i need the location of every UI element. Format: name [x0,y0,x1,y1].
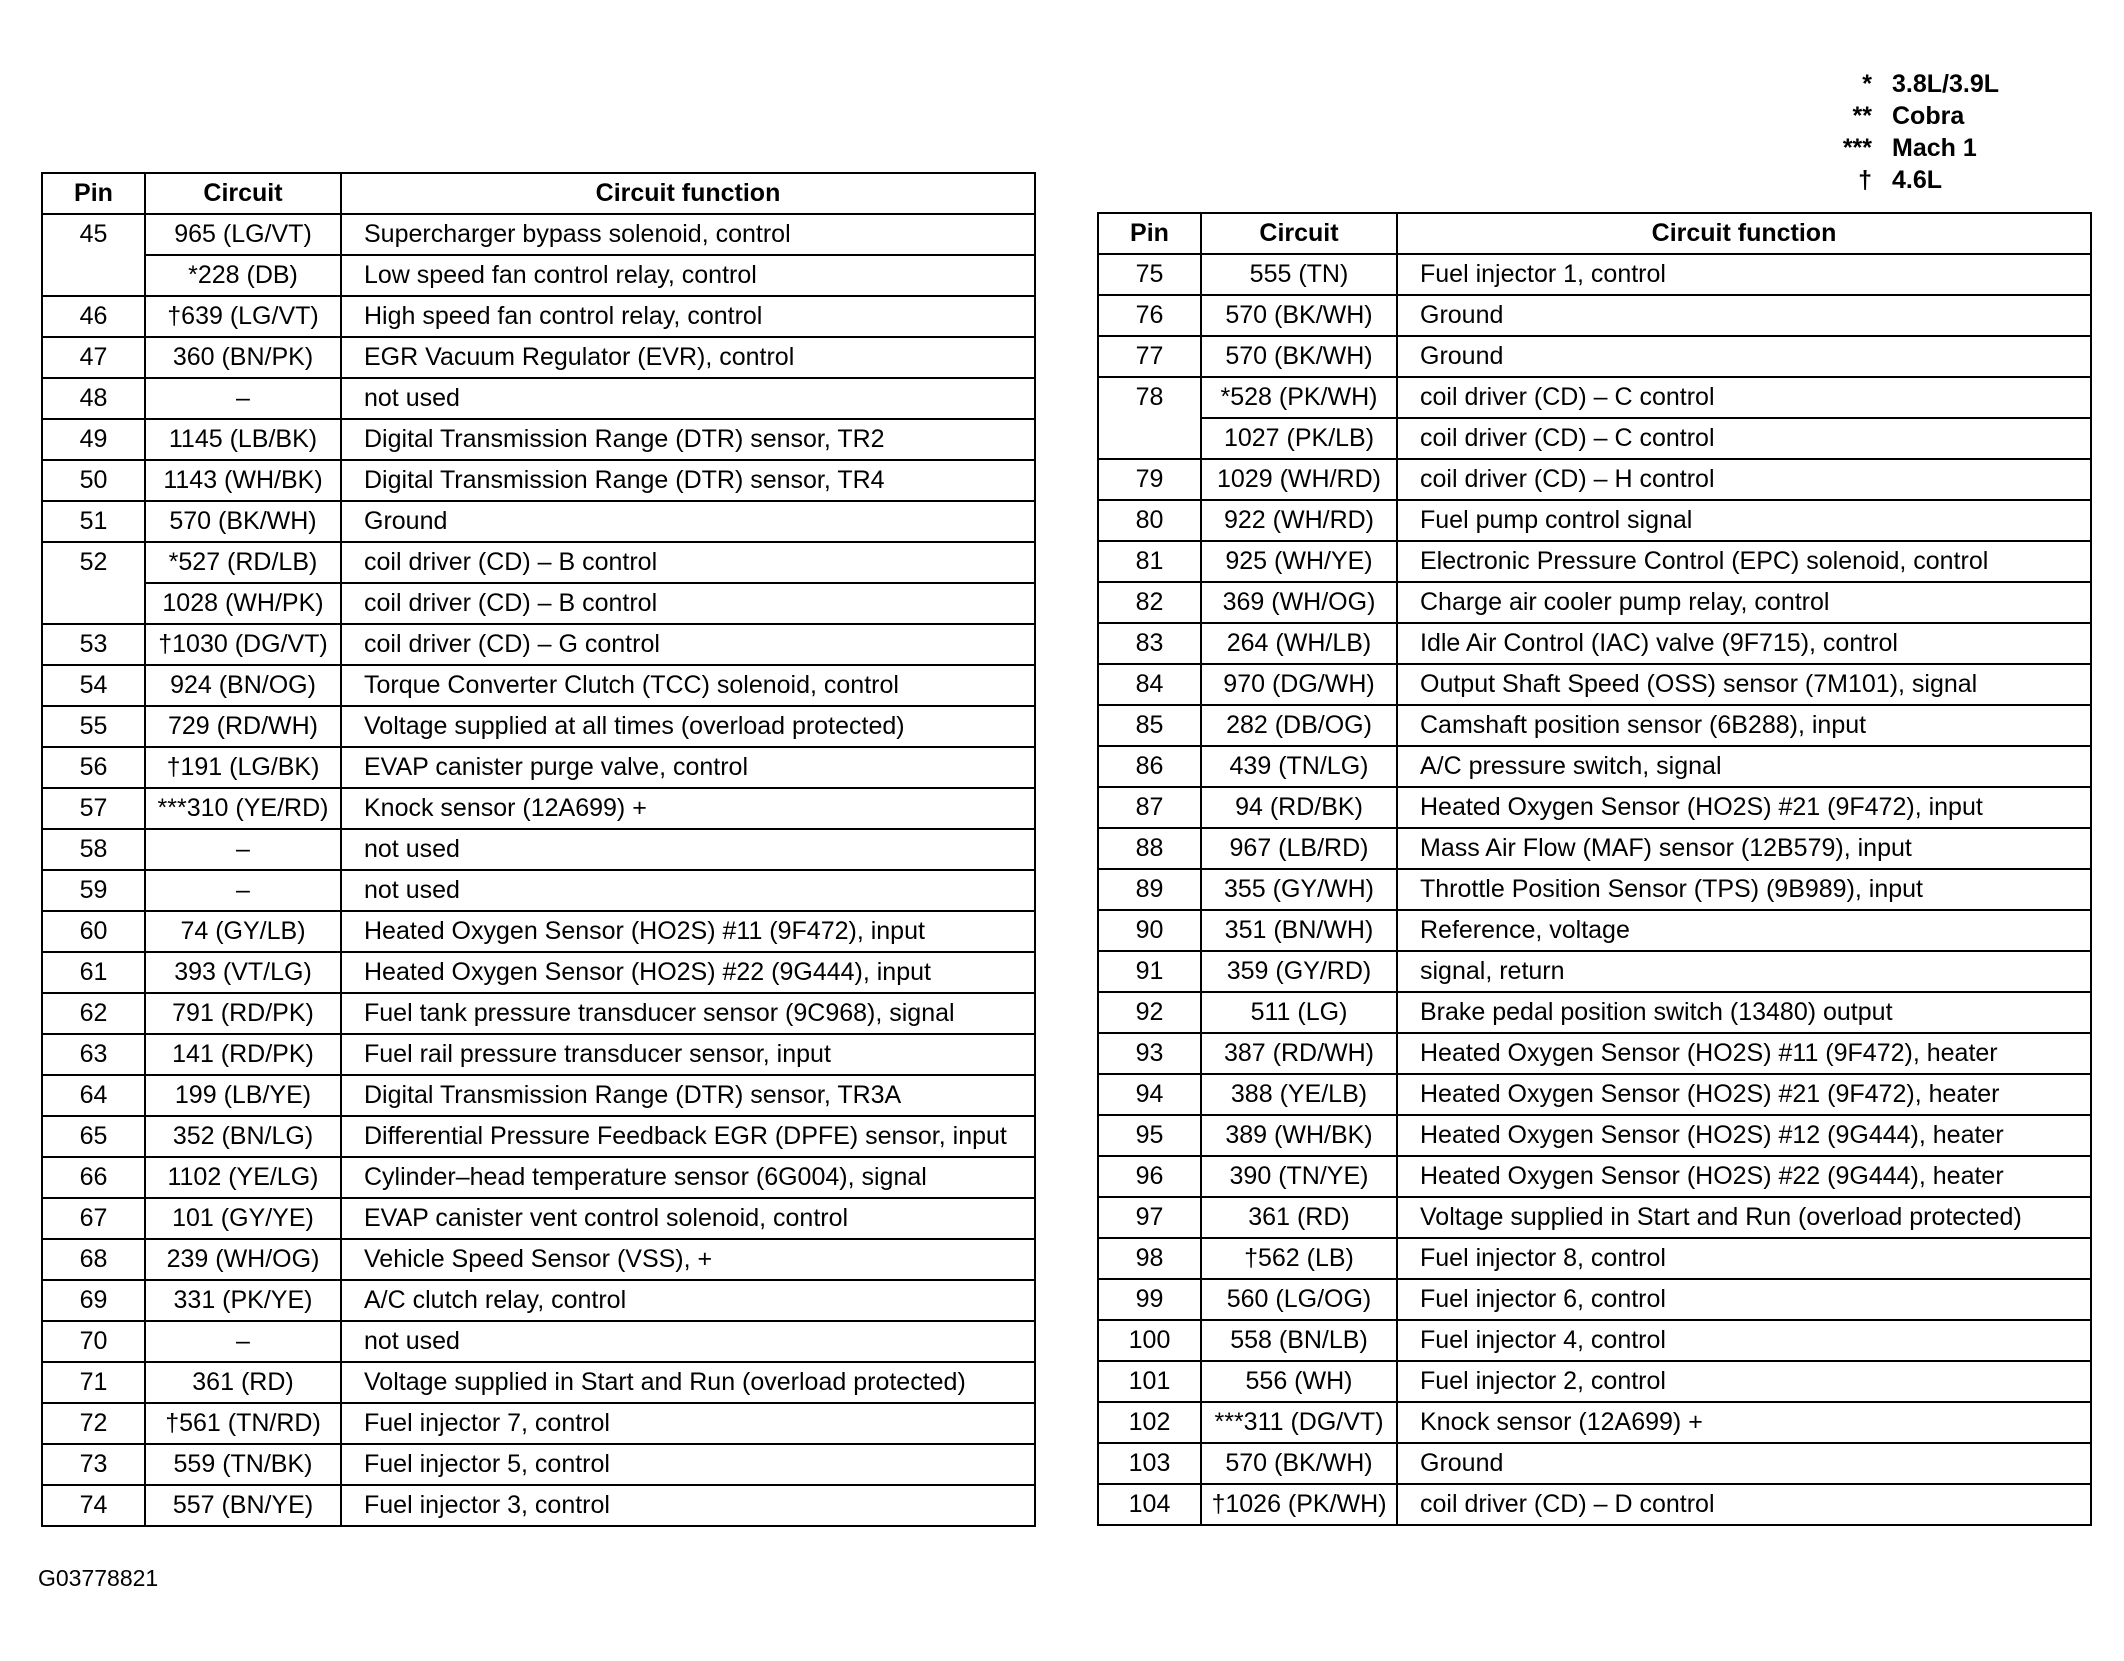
circuit-function: coil driver (CD) – B control [341,542,1035,583]
circuit-function: Cylinder–head temperature sensor (6G004), signal [341,1157,1035,1198]
pin-number: 59 [42,870,145,911]
table-row [42,1321,1035,1362]
circuit-code: 355 (GY/WH) [1201,869,1397,910]
pin-number: 63 [42,1034,145,1075]
pin-number: 45 [42,214,145,296]
pin-number: 76 [1098,295,1201,336]
pin-number: 53 [42,624,145,665]
circuit-code: 141 (RD/PK) [145,1034,341,1075]
pin-number: 74 [42,1485,145,1526]
table-row [42,624,1035,665]
table-row [1098,623,2091,664]
pin-number: 69 [42,1280,145,1321]
circuit-code: 331 (PK/YE) [145,1280,341,1321]
circuit-code: 1029 (WH/RD) [1201,459,1397,500]
table-header-row [42,173,1035,214]
circuit-function: Reference, voltage [1397,910,2091,951]
pin-number: 46 [42,296,145,337]
circuit-code: 791 (RD/PK) [145,993,341,1034]
circuit-function: not used [341,1321,1035,1362]
circuit-function: Mass Air Flow (MAF) sensor (12B579), input [1397,828,2091,869]
pin-number: 64 [42,1075,145,1116]
legend-entry [1830,132,1999,164]
table-row [1098,377,2091,418]
circuit-function: Brake pedal position switch (13480) output [1397,992,2091,1033]
pin-number: 66 [42,1157,145,1198]
circuit-function: Charge air cooler pump relay, control [1397,582,2091,623]
circuit-code: 282 (DB/OG) [1201,705,1397,746]
pin-number: 85 [1098,705,1201,746]
circuit-function: Fuel injector 5, control [341,1444,1035,1485]
circuit-code: 970 (DG/WH) [1201,664,1397,705]
pin-number: 48 [42,378,145,419]
legend-label: 4.6L [1892,166,1943,194]
pin-number: 72 [42,1403,145,1444]
table-row [1098,1361,2091,1402]
table-row [1098,459,2091,500]
circuit-code: 1102 (YE/LG) [145,1157,341,1198]
circuit-code: 360 (BN/PK) [145,337,341,378]
table-row [1098,1033,2091,1074]
pin-number: 58 [42,829,145,870]
circuit-code: †1030 (DG/VT) [145,624,341,665]
legend-entry [1830,68,1999,100]
circuit-code: 352 (BN/LG) [145,1116,341,1157]
circuit-function: A/C clutch relay, control [341,1280,1035,1321]
pin-number: 78 [1098,377,1201,459]
circuit-code: 393 (VT/LG) [145,952,341,993]
circuit-code: 351 (BN/WH) [1201,910,1397,951]
circuit-function: Supercharger bypass solenoid, control [341,214,1035,255]
legend-symbol: ** [1852,102,1872,130]
circuit-function: Fuel injector 8, control [1397,1238,2091,1279]
circuit-code: †562 (LB) [1201,1238,1397,1279]
circuit-function: Torque Converter Clutch (TCC) solenoid, control [341,665,1035,706]
circuit-code: 101 (GY/YE) [145,1198,341,1239]
table-row [42,665,1035,706]
pin-number: 87 [1098,787,1201,828]
circuit-function: not used [341,829,1035,870]
table-row [42,747,1035,788]
pin-number: 62 [42,993,145,1034]
table-row [1098,1074,2091,1115]
table-row [1098,295,2091,336]
table-row [42,296,1035,337]
circuit-code: 359 (GY/RD) [1201,951,1397,992]
circuit-code: 389 (WH/BK) [1201,1115,1397,1156]
circuit-code: 439 (TN/LG) [1201,746,1397,787]
table-row [1098,541,2091,582]
table-row [42,460,1035,501]
pin-number: 97 [1098,1197,1201,1238]
pin-number: 82 [1098,582,1201,623]
pin-number: 104 [1098,1484,1201,1525]
pin-number: 71 [42,1362,145,1403]
circuit-function: Fuel injector 7, control [341,1403,1035,1444]
pin-number: 91 [1098,951,1201,992]
pin-number: 75 [1098,254,1201,295]
pin-number: 49 [42,419,145,460]
circuit-code: 74 (GY/LB) [145,911,341,952]
table-row [1098,869,2091,910]
figure-code: G03778821 [38,1565,159,1591]
table-row [1098,582,2091,623]
pin-number: 47 [42,337,145,378]
circuit-code: 239 (WH/OG) [145,1239,341,1280]
circuit-code: 557 (BN/YE) [145,1485,341,1526]
circuit-function: Fuel pump control signal [1397,500,2091,541]
circuit-function: Fuel injector 3, control [341,1485,1035,1526]
pin-number: 81 [1098,541,1201,582]
circuit-function: signal, return [1397,951,2091,992]
table-row [1098,951,2091,992]
pin-number: 61 [42,952,145,993]
circuit-code: 965 (LG/VT) [145,214,341,255]
circuit-code: 556 (WH) [1201,1361,1397,1402]
circuit-function: Digital Transmission Range (DTR) sensor, TR2 [341,419,1035,460]
pin-number: 93 [1098,1033,1201,1074]
circuit-code: – [145,829,341,870]
circuit-function: coil driver (CD) – C control [1397,377,2091,418]
circuit-function: A/C pressure switch, signal [1397,746,2091,787]
circuit-code: 570 (BK/WH) [145,501,341,542]
table-row [1098,1156,2091,1197]
circuit-code: 729 (RD/WH) [145,706,341,747]
circuit-code: 369 (WH/OG) [1201,582,1397,623]
table-row [42,1280,1035,1321]
circuit-code: 361 (RD) [145,1362,341,1403]
circuit-column-header: Circuit [1201,213,1397,254]
pin-table-right [1097,212,2092,1526]
circuit-function: Heated Oxygen Sensor (HO2S) #22 (9G444), heater [1397,1156,2091,1197]
table-row [42,1403,1035,1444]
pin-column-header: Pin [42,173,145,214]
circuit-function: Knock sensor (12A699) + [1397,1402,2091,1443]
table-row [1098,1279,2091,1320]
circuit-function: Heated Oxygen Sensor (HO2S) #21 (9F472), heater [1397,1074,2091,1115]
circuit-function: coil driver (CD) – G control [341,624,1035,665]
pin-number: 79 [1098,459,1201,500]
table-row [1098,1238,2091,1279]
circuit-function: not used [341,870,1035,911]
table-row [1098,992,2091,1033]
legend-symbol: *** [1842,134,1872,162]
circuit-code: 967 (LB/RD) [1201,828,1397,869]
circuit-code: – [145,378,341,419]
circuit-function: Throttle Position Sensor (TPS) (9B989), input [1397,869,2091,910]
circuit-code: 922 (WH/RD) [1201,500,1397,541]
table-row [1098,336,2091,377]
table-row [42,542,1035,583]
table-row [1098,500,2091,541]
circuit-code: †639 (LG/VT) [145,296,341,337]
table-row [42,501,1035,542]
circuit-function: Ground [1397,295,2091,336]
circuit-function: Digital Transmission Range (DTR) sensor, TR4 [341,460,1035,501]
circuit-function: not used [341,378,1035,419]
circuit-function: Differential Pressure Feedback EGR (DPFE) sensor, input [341,1116,1035,1157]
pin-number: 83 [1098,623,1201,664]
pin-number: 50 [42,460,145,501]
circuit-function: Idle Air Control (IAC) valve (9F715), control [1397,623,2091,664]
pin-number: 65 [42,1116,145,1157]
circuit-code: 560 (LG/OG) [1201,1279,1397,1320]
pin-number: 96 [1098,1156,1201,1197]
circuit-code: 388 (YE/LB) [1201,1074,1397,1115]
pin-column-header: Pin [1098,213,1201,254]
table-row [42,1239,1035,1280]
circuit-function: Heated Oxygen Sensor (HO2S) #22 (9G444), input [341,952,1035,993]
pin-number: 55 [42,706,145,747]
table-row [1098,1402,2091,1443]
circuit-code: 511 (LG) [1201,992,1397,1033]
pin-number: 92 [1098,992,1201,1033]
circuit-code: 559 (TN/BK) [145,1444,341,1485]
circuit-function: Heated Oxygen Sensor (HO2S) #21 (9F472), input [1397,787,2091,828]
pin-number: 60 [42,911,145,952]
table-row [42,1485,1035,1526]
table-row [42,993,1035,1034]
circuit-function: Knock sensor (12A699) + [341,788,1035,829]
circuit-code: 924 (BN/OG) [145,665,341,706]
circuit-code: 94 (RD/BK) [1201,787,1397,828]
circuit-function: Vehicle Speed Sensor (VSS), + [341,1239,1035,1280]
pin-number: 100 [1098,1320,1201,1361]
table-row [42,378,1035,419]
table-row [1098,705,2091,746]
circuit-code: 1027 (PK/LB) [1201,418,1397,459]
table-row [42,255,1035,296]
pin-number: 57 [42,788,145,829]
pin-number: 86 [1098,746,1201,787]
circuit-code: *527 (RD/LB) [145,542,341,583]
circuit-function: EVAP canister vent control solenoid, control [341,1198,1035,1239]
table-row [42,1198,1035,1239]
table-row [42,1116,1035,1157]
circuit-function: Voltage supplied in Start and Run (overload protected) [341,1362,1035,1403]
pin-number: 95 [1098,1115,1201,1156]
pin-number: 56 [42,747,145,788]
circuit-code: 1145 (LB/BK) [145,419,341,460]
circuit-code: †1026 (PK/WH) [1201,1484,1397,1525]
table-row [42,788,1035,829]
circuit-code: 570 (BK/WH) [1201,336,1397,377]
table-header-row [1098,213,2091,254]
circuit-code: ***311 (DG/VT) [1201,1402,1397,1443]
circuit-function: Ground [1397,336,2091,377]
table-row [42,1444,1035,1485]
circuit-code: 390 (TN/YE) [1201,1156,1397,1197]
circuit-function: Fuel injector 4, control [1397,1320,2091,1361]
circuit-code: *228 (DB) [145,255,341,296]
table-row [42,1362,1035,1403]
table-row [1098,910,2091,951]
table-row [42,419,1035,460]
circuit-column-header: Circuit [145,173,341,214]
circuit-function: coil driver (CD) – H control [1397,459,2091,500]
circuit-function: Heated Oxygen Sensor (HO2S) #12 (9G444), heater [1397,1115,2091,1156]
pin-number: 52 [42,542,145,624]
table-row [1098,746,2091,787]
table-row [1098,254,2091,295]
circuit-function: Voltage supplied at all times (overload protected) [341,706,1035,747]
circuit-function: High speed fan control relay, control [341,296,1035,337]
circuit-function: EGR Vacuum Regulator (EVR), control [341,337,1035,378]
circuit-code: ***310 (YE/RD) [145,788,341,829]
pin-number: 73 [42,1444,145,1485]
circuit-code: 199 (LB/YE) [145,1075,341,1116]
table-row [42,1034,1035,1075]
legend-symbol: * [1862,70,1872,98]
circuit-code: 361 (RD) [1201,1197,1397,1238]
circuit-function: Ground [341,501,1035,542]
table-row [1098,787,2091,828]
table-row [42,706,1035,747]
pin-number: 94 [1098,1074,1201,1115]
table-row [42,829,1035,870]
circuit-function: EVAP canister purge valve, control [341,747,1035,788]
legend-label: Cobra [1892,102,1965,130]
table-row [1098,418,2091,459]
table-row [42,870,1035,911]
circuit-code: 1028 (WH/PK) [145,583,341,624]
pin-number: 80 [1098,500,1201,541]
table-row [1098,828,2091,869]
circuit-code: †191 (LG/BK) [145,747,341,788]
table-row [42,337,1035,378]
circuit-code: †561 (TN/RD) [145,1403,341,1444]
circuit-code: 1143 (WH/BK) [145,460,341,501]
circuit-function: Heated Oxygen Sensor (HO2S) #11 (9F472), heater [1397,1033,2091,1074]
legend-entry [1830,164,1999,196]
table-row [42,952,1035,993]
legend-entry [1830,100,1999,132]
circuit-function: Fuel injector 2, control [1397,1361,2091,1402]
circuit-function: Electronic Pressure Control (EPC) solenoid, control [1397,541,2091,582]
legend-label: 3.8L/3.9L [1892,70,1999,98]
pin-number: 54 [42,665,145,706]
table-row [42,1157,1035,1198]
circuit-function: Fuel injector 1, control [1397,254,2091,295]
legend-label: Mach 1 [1892,134,1977,162]
pin-number: 98 [1098,1238,1201,1279]
pin-number: 68 [42,1239,145,1280]
pin-number: 88 [1098,828,1201,869]
circuit-code: 555 (TN) [1201,254,1397,295]
circuit-function: Ground [1397,1443,2091,1484]
circuit-code: 570 (BK/WH) [1201,1443,1397,1484]
pin-number: 70 [42,1321,145,1362]
table-row [1098,1320,2091,1361]
table-row [1098,664,2091,705]
circuit-function: Heated Oxygen Sensor (HO2S) #11 (9F472), input [341,911,1035,952]
pin-number: 77 [1098,336,1201,377]
pin-number: 101 [1098,1361,1201,1402]
vehicle-legend [1830,68,1999,196]
pin-number: 67 [42,1198,145,1239]
table-row [1098,1443,2091,1484]
legend-symbol: † [1858,166,1872,194]
circuit-function: Fuel rail pressure transducer sensor, input [341,1034,1035,1075]
circuit-function: coil driver (CD) – B control [341,583,1035,624]
function-column-header: Circuit function [341,173,1035,214]
table-row [42,911,1035,952]
pin-number: 103 [1098,1443,1201,1484]
circuit-function: Camshaft position sensor (6B288), input [1397,705,2091,746]
pin-table-left [41,172,1036,1527]
function-column-header: Circuit function [1397,213,2091,254]
circuit-function: Output Shaft Speed (OSS) sensor (7M101), signal [1397,664,2091,705]
circuit-code: – [145,870,341,911]
circuit-function: Fuel injector 6, control [1397,1279,2091,1320]
circuit-code: – [145,1321,341,1362]
table-row [42,583,1035,624]
pin-number: 99 [1098,1279,1201,1320]
pin-number: 102 [1098,1402,1201,1443]
pin-number: 84 [1098,664,1201,705]
circuit-function: Digital Transmission Range (DTR) sensor, TR3A [341,1075,1035,1116]
table-row [42,1075,1035,1116]
circuit-function: Low speed fan control relay, control [341,255,1035,296]
table-row [1098,1484,2091,1525]
pin-number: 89 [1098,869,1201,910]
circuit-code: *528 (PK/WH) [1201,377,1397,418]
table-row [42,214,1035,255]
circuit-code: 925 (WH/YE) [1201,541,1397,582]
table-row [1098,1115,2091,1156]
circuit-function: Fuel tank pressure transducer sensor (9C968), signal [341,993,1035,1034]
circuit-function: coil driver (CD) – D control [1397,1484,2091,1525]
circuit-function: coil driver (CD) – C control [1397,418,2091,459]
circuit-code: 570 (BK/WH) [1201,295,1397,336]
circuit-function: Voltage supplied in Start and Run (overload protected) [1397,1197,2091,1238]
pin-number: 90 [1098,910,1201,951]
pin-number: 51 [42,501,145,542]
table-row [1098,1197,2091,1238]
circuit-code: 558 (BN/LB) [1201,1320,1397,1361]
circuit-code: 264 (WH/LB) [1201,623,1397,664]
circuit-code: 387 (RD/WH) [1201,1033,1397,1074]
